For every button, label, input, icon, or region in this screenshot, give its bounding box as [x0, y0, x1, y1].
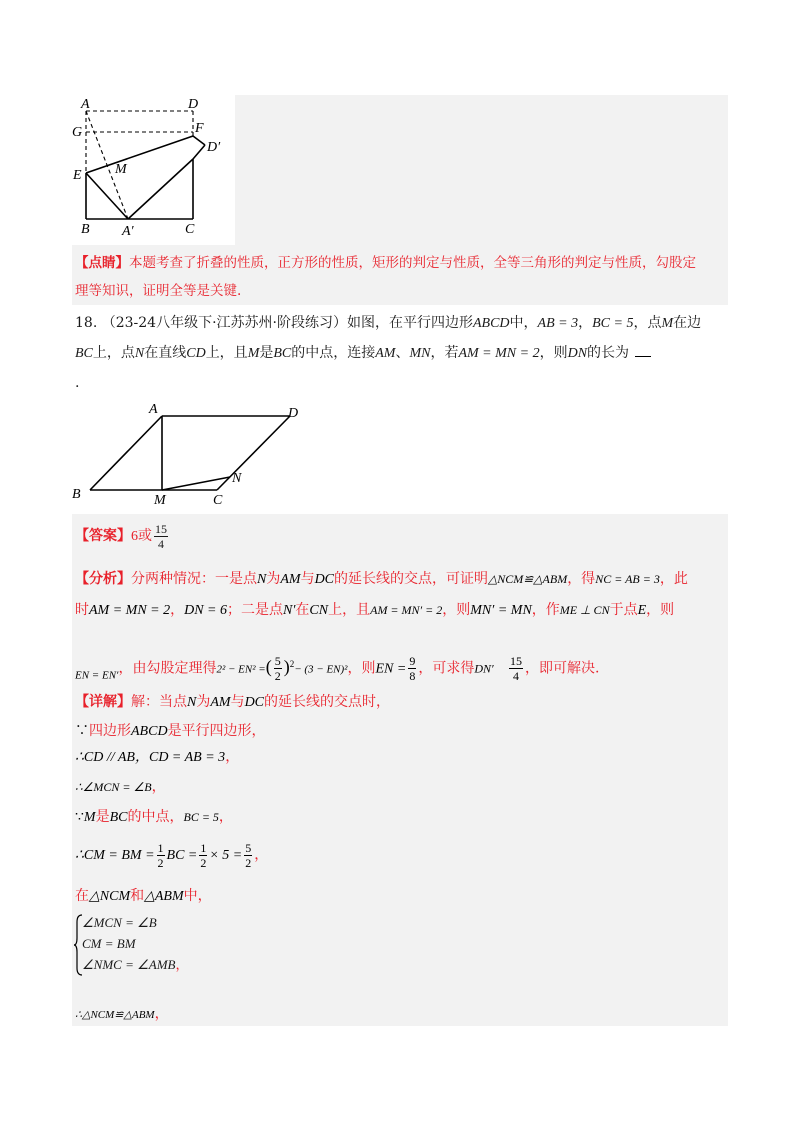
because-symbol: ∵	[75, 723, 89, 739]
fig2-label-N: N	[232, 471, 242, 486]
problem-text: 中，	[509, 315, 538, 331]
fig1-label-F: F	[195, 121, 204, 136]
problem-text: 是	[259, 345, 274, 361]
fraction-numerator: 1	[157, 840, 164, 855]
analysis-line-1	[75, 568, 688, 591]
detail-text: 解：当点	[131, 694, 187, 710]
detail-line-1	[75, 720, 266, 743]
math-bc-eq: BC = 5	[183, 810, 219, 824]
detail-tag: 【详解】	[75, 694, 131, 710]
detail-line-4	[75, 806, 233, 829]
fig2-label-B: B	[72, 487, 81, 502]
analysis-text: 上，且	[328, 602, 371, 618]
answer-tag: 【答案】	[75, 528, 131, 544]
analysis-text: ，即可解决.	[524, 660, 600, 677]
math-am: AM	[280, 572, 301, 587]
math-dnprime: DN′	[474, 661, 494, 676]
dianjing-text-2: 理等知识，证明全等是关键.	[75, 283, 242, 299]
detail-line-2	[75, 746, 239, 769]
detail-text: ，	[175, 957, 189, 972]
fig1-label-C: C	[185, 222, 195, 237]
analysis-text: ，此	[659, 571, 688, 587]
math-en: EN =	[375, 661, 407, 677]
problem-text: ，点	[633, 315, 662, 331]
math-cn: CN	[309, 603, 329, 618]
detail-text: 与	[230, 694, 245, 710]
math-eq: AM = MN′ = 2	[370, 603, 443, 617]
problem-text: 在直线	[144, 345, 187, 361]
analysis-line-3: $_{EN = EN'}$，由勾股定理得2² − EN² =( $\frac{5}{2}$ )$^2$− (3 − EN)²，则EN = $\frac{9}{8}$ ，可求得DN′ $\frac{15}{4}$ ，即可解决.	[75, 654, 600, 684]
problem-line-3	[75, 372, 79, 394]
detail-text: 在	[75, 888, 89, 904]
dianjing-text-1: 本题考查了折叠的性质，正方形的性质，矩形的判定与性质，全等三角形的判定与性质，勾股定	[129, 255, 696, 271]
figure1-diagram	[72, 95, 235, 245]
problem-text: 上，且	[205, 345, 248, 361]
detail-text: ，	[254, 847, 269, 863]
problem-number: 18.	[75, 315, 98, 331]
math-pythag-right: − (3 − EN)²	[294, 663, 348, 676]
math-fraction	[274, 654, 282, 683]
math-ab: AB = 3	[537, 316, 579, 331]
problem-text: ，	[578, 315, 593, 331]
detail-text: 是平行四边形，	[167, 723, 266, 739]
analysis-text: 为	[266, 571, 281, 587]
dianjing-tag: 【点睛】	[75, 255, 129, 271]
fraction-denominator: 2	[245, 855, 252, 870]
math-n: N	[134, 346, 145, 361]
problem-line-1	[75, 312, 701, 335]
analysis-text: ，得	[567, 571, 596, 587]
system-line-3	[82, 955, 188, 975]
dianjing-line-1	[75, 252, 696, 274]
math-triangle-ncm: △NCM	[89, 889, 131, 904]
math-am: AM	[210, 695, 231, 710]
detail-text: 中，	[183, 888, 212, 904]
problem-source: （23-24八年级下·江苏苏州·阶段练习）	[101, 315, 347, 331]
detail-text: ，	[151, 779, 166, 795]
problem-text: 如图，在平行四边形	[346, 315, 473, 331]
math-abcd: ABCD	[472, 316, 510, 331]
problem-text: 的长为	[587, 345, 630, 361]
math-fraction	[408, 654, 416, 683]
math-en-eq: EN = EN′	[75, 669, 119, 682]
math-bc: BC	[109, 810, 128, 825]
answer-value-1: 6	[131, 529, 138, 544]
fraction-denominator: 2	[274, 669, 281, 684]
math-fraction	[199, 841, 207, 870]
math-eq: MN′ = MN	[470, 603, 532, 618]
math-dc: DC	[244, 695, 265, 710]
problem-text: 在边	[673, 315, 702, 331]
problem-text: ，若	[430, 345, 459, 361]
math-perpendicular: ME ⊥ CN	[559, 603, 610, 617]
problem-text: 、	[395, 345, 410, 361]
math-bc-eq: BC =	[166, 848, 198, 863]
because-symbol: ∵	[75, 809, 84, 825]
answer-fraction	[154, 522, 168, 551]
fraction-denominator: 2	[157, 855, 164, 870]
detail-text: ，	[218, 809, 233, 825]
math-triangle-abm: △ABM	[144, 889, 184, 904]
fig1-label-G: G	[72, 125, 83, 140]
math-mn: MN	[409, 346, 431, 361]
system-line-2	[82, 934, 136, 954]
math-n: N	[187, 695, 197, 710]
math-bc: BC = 5	[592, 316, 634, 331]
problem-period: .	[75, 375, 80, 391]
analysis-text: ，则	[442, 602, 471, 618]
answer-blank	[635, 344, 651, 357]
detail-text: 的延长线的交点时，	[264, 694, 391, 710]
problem-text: 上，点	[92, 345, 135, 361]
math-cd: CD	[186, 346, 206, 361]
analysis-text: 时	[75, 602, 89, 618]
fraction-numerator: 5	[274, 654, 281, 669]
math-fraction	[244, 841, 252, 870]
analysis-text: ；二是点	[227, 602, 284, 618]
detail-text: 是	[95, 809, 110, 825]
analysis-text: 在	[295, 602, 310, 618]
fig1-label-E: E	[73, 168, 82, 183]
math-bc: BC	[75, 346, 93, 361]
problem-text: ，则	[539, 345, 568, 361]
math-dn-eq: DN = 6	[184, 603, 228, 618]
detail-line-3	[75, 776, 166, 798]
answer-or: 或	[138, 528, 152, 544]
math-congruence: ∴△NCM≌△ABM	[75, 1009, 155, 1021]
system-eq-3: ∠NMC = ∠AMB	[82, 957, 176, 972]
fraction-denominator: 4	[512, 669, 519, 684]
math-cm-eq: ∴CM = BM =	[75, 848, 155, 863]
math-times: × 5 =	[209, 848, 243, 863]
fig2-label-D: D	[288, 406, 299, 421]
math-fraction	[509, 654, 523, 683]
analysis-text: 的延长线的交点，可证明	[334, 571, 489, 587]
system-eq-1: ∠MCN = ∠B	[82, 915, 157, 930]
fig1-label-B: B	[81, 222, 90, 237]
math-dc: DC	[314, 572, 335, 587]
math-nprime: N′	[283, 603, 296, 618]
analysis-text: ，则	[646, 602, 675, 618]
math-congruence: △NCM≌△ABM	[488, 572, 568, 586]
analysis-text: 与	[300, 571, 315, 587]
math-m: M	[661, 316, 674, 331]
math-n: N	[257, 572, 267, 587]
detail-line-0	[75, 691, 390, 714]
analysis-text: ，可求得	[418, 660, 475, 677]
fig1-label-D: D	[188, 97, 199, 112]
math-equation: AM = MN = 2	[458, 346, 540, 361]
answer-line	[75, 521, 170, 552]
math-pythag-left: 2² − EN² =	[216, 663, 266, 676]
system-eq-2: CM = BM	[82, 936, 136, 951]
math-abcd: ABCD	[131, 724, 168, 739]
detail-text: ，	[154, 1006, 169, 1022]
detail-text: 和	[130, 888, 145, 904]
math-e: E	[637, 603, 647, 618]
analysis-text: ，则	[347, 660, 376, 677]
math-m: M	[247, 346, 260, 361]
problem-text: 的中点，连接	[291, 345, 376, 361]
fraction-numerator: 15	[509, 654, 522, 669]
fig1-label-Aprime: A′	[122, 224, 134, 239]
fig2-label-A: A	[149, 402, 158, 417]
detail-text: ，	[225, 749, 240, 765]
analysis-text: ，	[170, 602, 185, 618]
figure2-diagram	[72, 398, 312, 514]
math-fraction	[157, 841, 165, 870]
detail-line-5	[75, 838, 268, 873]
math-eq: AM = MN = 2	[89, 603, 171, 618]
math-am: AM	[375, 346, 396, 361]
problem-line-2	[75, 342, 651, 365]
math-m: M	[83, 810, 96, 825]
fig1-label-M: M	[115, 162, 127, 177]
detail-line-7	[75, 1003, 169, 1026]
fig2-label-C: C	[213, 493, 223, 508]
math-dn: DN	[567, 346, 588, 361]
system-line-1	[82, 913, 157, 933]
fig2-label-M: M	[154, 493, 166, 508]
fraction-numerator: 5	[245, 840, 252, 855]
fraction-numerator: 1	[200, 840, 207, 855]
math-angle-eq: ∴∠MCN = ∠B	[75, 780, 152, 794]
detail-text: 为	[196, 694, 211, 710]
analysis-text: 分两种情况：一是点	[131, 571, 257, 587]
fraction-numerator: 15	[155, 521, 167, 536]
fraction-denominator: 8	[409, 669, 416, 684]
detail-text: 四边形	[89, 723, 131, 739]
math-nc-eq: NC = AB = 3	[595, 572, 660, 586]
analysis-tag: 【分析】	[75, 571, 131, 587]
detail-line-6	[75, 885, 212, 908]
analysis-text: ，由勾股定理得	[118, 660, 217, 677]
fig1-label-Dprime: D′	[207, 140, 221, 155]
fraction-denominator: 2	[200, 855, 207, 870]
analysis-text: ，作	[531, 602, 560, 618]
math-superscript: 2	[289, 659, 295, 669]
fraction-denominator: 4	[158, 536, 164, 551]
fraction-numerator: 9	[409, 654, 416, 669]
detail-text: 的中点，	[127, 809, 184, 825]
fig1-label-A: A	[81, 97, 90, 112]
analysis-line-2	[75, 599, 674, 622]
analysis-text: 于点	[609, 602, 638, 618]
math-parallel: ∴CD // AB，CD = AB = 3	[75, 750, 226, 765]
math-bc: BC	[273, 346, 292, 361]
dianjing-line-2	[75, 280, 241, 302]
